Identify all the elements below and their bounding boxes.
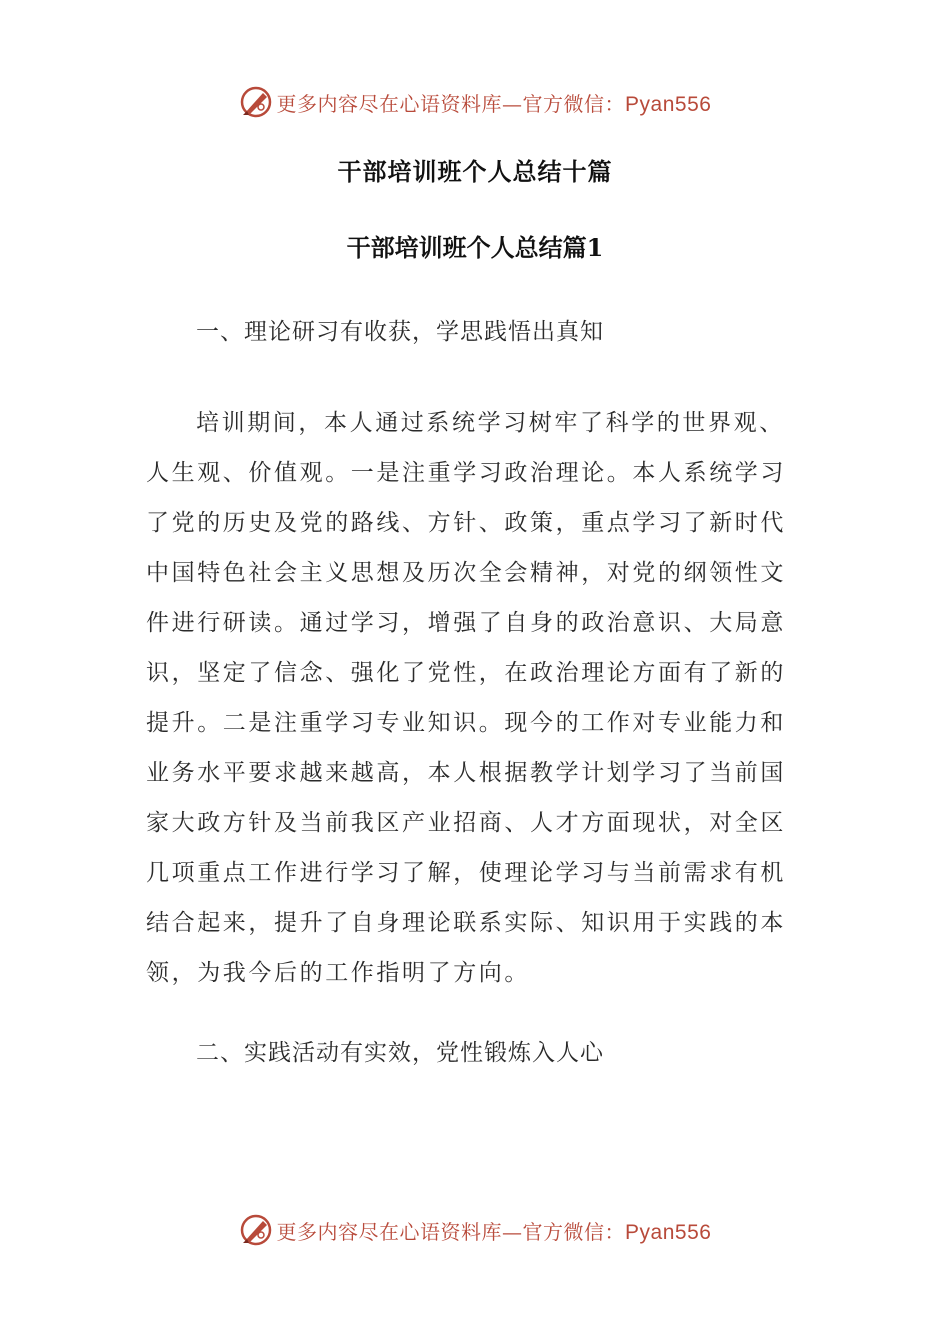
document-title: 干部培训班个人总结十篇	[337, 157, 613, 186]
pen-circle-logo-icon	[239, 85, 273, 119]
watermark-text: 更多内容尽在心语资料库—官方微信：Pyan556	[276, 91, 712, 116]
section-title: 干部培训班个人总结篇1	[346, 233, 604, 262]
watermark-text: 更多内容尽在心语资料库—官方微信：Pyan556	[276, 1219, 712, 1244]
watermark-banner-top	[0, 82, 950, 122]
watermark-banner-bottom	[0, 1210, 950, 1250]
section-heading-1: 一、理论研习有收获，学思践悟出真知	[196, 319, 604, 345]
section-heading-2: 二、实践活动有实效，党性锻炼入人心	[196, 1040, 604, 1066]
body-paragraph-1: 培训期间，本人通过系统学习树牢了科学的世界观、人生观、价值观。一是注重学习政治理论。本人系统学习了党的历史及党的路线、方针、政策，重点学习了新时代中国特色社会主义思想及历次全会精神，对党的纲领性文件进行研读。通过学习，增强了自身的政治意识、大局意识，坚定了信念、强化了党性，在政治理论方面有了新的提升。二是注重学习专业知识。现今的工作对专业能力和业务水平要求越来越高，本人根据教学计划学习了当前国家大政方针及当前我区产业招商、人才方面现状，对全区几项重点工作进行学习了解，使理论学习与当前需求有机结合起来，提升了自身理论联系实际、知识用于实践的本领，为我今后的工作指明了方向。	[146, 410, 786, 986]
pen-circle-logo-icon	[239, 1213, 273, 1247]
